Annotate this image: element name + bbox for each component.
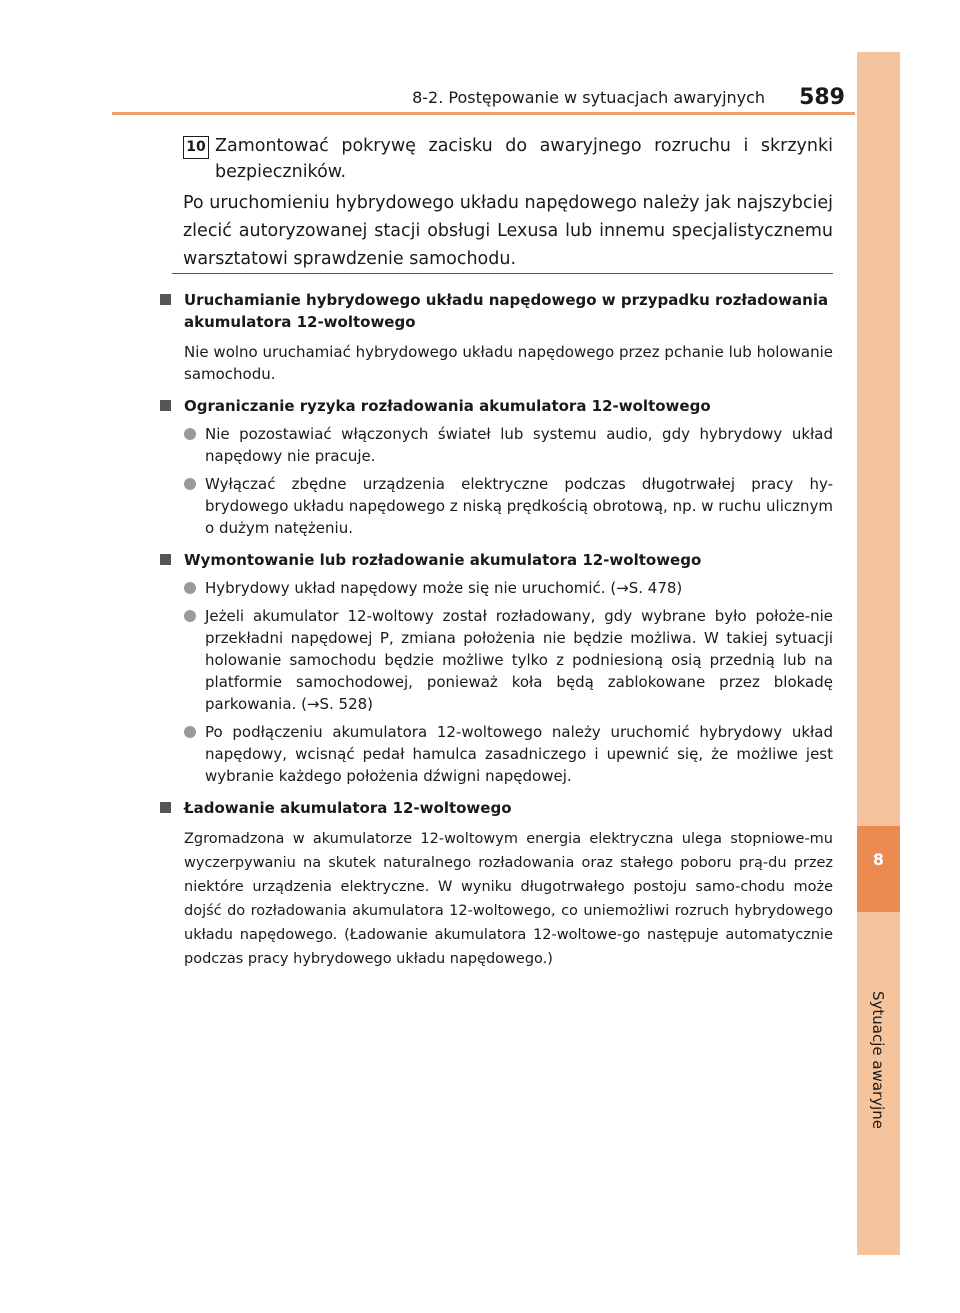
note-heading — [160, 395, 833, 417]
note-bullet-text: Jeżeli akumulator 12-woltowy został rozładowany, gdy wybrane było położe-nie przekładni napędowej P, zmiana położenia nie będzie możliwa. W takiej sytuacji holowanie samochodu będzie możliwe tylko z podniesioną osią przednią lub na platformie samochodowej, ponieważ koła będą zablokowane przez blokadę parkowania. (→S. 528) — [205, 607, 833, 713]
note-bullet-text: Po podłączeniu akumulatora 12-woltowego należy uruchomić hybrydowy układ napędowy, wcisnąć pedał hamulca zasadniczego i upewnić się, że możliwe jest wybranie każdego położenia dźwigni napędowej. — [205, 723, 833, 785]
square-bullet-icon — [160, 400, 171, 411]
step-number-box: 10 — [183, 136, 209, 159]
chapter-label: Sytuacje awaryjne — [869, 991, 887, 1129]
circle-bullet-icon — [184, 610, 196, 622]
note-bullet — [160, 423, 833, 467]
note-heading — [160, 549, 833, 571]
note-bullet — [160, 605, 833, 715]
note-bullet — [160, 721, 833, 787]
chapter-number: 8 — [872, 850, 885, 869]
square-bullet-icon — [160, 294, 171, 305]
notes-section — [160, 285, 833, 971]
note-bullet — [160, 473, 833, 539]
section-title: 8-2. Postępowanie w sytuacjach awaryjnych — [412, 88, 766, 107]
note-bullet-text: Hybrydowy układ napędowy może się nie uruchomić. (→S. 478) — [205, 579, 683, 597]
circle-bullet-icon — [184, 478, 196, 490]
note-bullet-text: Nie pozostawiać włączonych świateł lub systemu audio, gdy hybrydowy układ napędowy nie pracuje. — [205, 425, 833, 465]
note-heading — [160, 797, 833, 819]
note-bullet-text: Wyłączać zbędne urządzenia elektryczne podczas długotrwałej pracy hy-brydowego układu napędowego z niską prędkością obrotową, np. w ruchu ulicznym o dużym natężeniu. — [205, 475, 833, 537]
note-heading-text: Uruchamianie hybrydowego układu napędowego w przypadku rozładowania akumulatora 12-woltowego — [184, 291, 829, 331]
note-heading — [160, 289, 833, 333]
after-step-paragraph: Po uruchomieniu hybrydowego układu napędowego należy jak najszybciej zlecić autoryzowanej stacji obsługi Lexusa lub innemu specjalistycznemu warsztatowi sprawdzenie samochodu. — [183, 193, 833, 269]
note-bullet — [160, 577, 833, 599]
square-bullet-icon — [160, 802, 171, 813]
chapter-marker — [857, 826, 900, 912]
note-body: Nie wolno uruchamiać hybrydowego układu napędowego przez pchanie lub holowanie samochodu. — [184, 343, 833, 383]
circle-bullet-icon — [184, 582, 196, 594]
note-heading-text: Ładowanie akumulatora 12-woltowego — [184, 799, 512, 817]
page-header — [400, 80, 845, 110]
note-heading-text: Wymontowanie lub rozładowanie akumulatora 12-woltowego — [184, 551, 702, 569]
header-rule — [112, 112, 855, 115]
section-divider — [172, 273, 833, 274]
circle-bullet-icon — [184, 726, 196, 738]
page-number: 589 — [799, 85, 845, 110]
note-heading-text: Ograniczanie ryzyka rozładowania akumulatora 12-woltowego — [184, 397, 711, 415]
note-body: Zgromadzona w akumulatorze 12-woltowym energia elektryczna ulega stopniowe-mu wyczerpywaniu na skutek naturalnego rozładowania oraz stałego poboru prą-du przez niektóre urządzenia elektryczne. W wyniku długotrwałego postoju samo-chodu może dojść do rozładowania akumulatora 12-woltowego, co uniemożliwi rozruch hybrydowego układu napędowego. (Ładowanie akumulatora 12-woltowe-go następuje automatycznie podczas pracy hybrydowego układu napędowego.) — [184, 831, 833, 967]
step-text: Zamontować pokrywę zacisku do awaryjnego rozruchu i skrzynki bezpieczników. — [215, 136, 833, 182]
circle-bullet-icon — [184, 428, 196, 440]
square-bullet-icon — [160, 554, 171, 565]
